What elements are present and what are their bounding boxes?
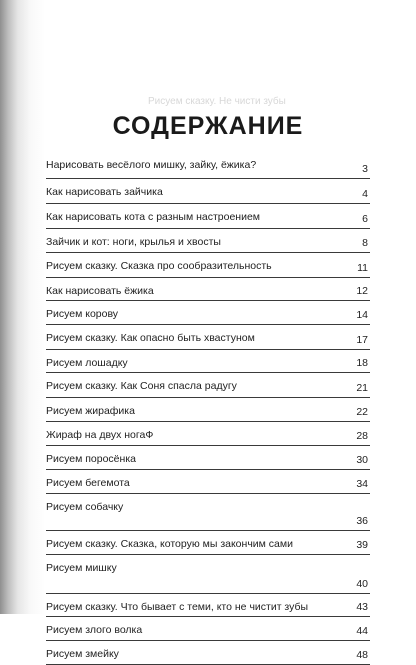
toc-entry-title: Рисуем мишку bbox=[46, 562, 117, 574]
toc-entry-title: Рисуем корову bbox=[46, 308, 119, 320]
toc-entry bbox=[46, 278, 370, 301]
toc-entry bbox=[46, 422, 370, 446]
toc-entry-title: Рисуем жирафика bbox=[46, 405, 135, 417]
toc-entry-page: 39 bbox=[356, 539, 368, 551]
toc-entry bbox=[46, 446, 370, 470]
toc-entry bbox=[46, 617, 370, 641]
toc-entry bbox=[46, 373, 370, 398]
toc-entry-page: 43 bbox=[356, 601, 368, 613]
toc-entry bbox=[46, 229, 370, 253]
toc-entry-page: 14 bbox=[356, 309, 368, 321]
toc-entry bbox=[46, 531, 370, 555]
toc-entry-title: Рисуем поросёнка bbox=[46, 453, 136, 465]
toc-entry-title: Рисуем сказку. Сказка, которую мы закончим сами bbox=[46, 538, 293, 550]
toc-entry-page: 36 bbox=[356, 515, 368, 527]
toc-entry bbox=[46, 641, 370, 665]
toc-entry bbox=[46, 301, 370, 325]
toc-entry-title: Как нарисовать кота с разным настроением bbox=[46, 211, 261, 223]
toc-entry-title: Жираф на двух ногаФ bbox=[46, 429, 154, 441]
toc-entry-page: 48 bbox=[356, 649, 368, 661]
toc-entry-page: 18 bbox=[356, 357, 368, 369]
toc-entry-title: Зайчик и кот: ноги, крылья и хвосты bbox=[46, 236, 221, 248]
toc-entry-page: 28 bbox=[356, 430, 368, 442]
toc-entry-title: Рисуем собачку bbox=[46, 501, 124, 513]
toc-entry-page: 3 bbox=[362, 163, 368, 175]
toc-entry-title: Рисуем злого волка bbox=[46, 624, 143, 636]
toc-entry bbox=[46, 253, 370, 278]
toc-entry-page: 17 bbox=[356, 334, 368, 346]
toc-entry bbox=[46, 204, 370, 229]
toc-entry-page: 21 bbox=[356, 382, 368, 394]
toc-entry bbox=[46, 494, 370, 531]
page-title: СОДЕРЖАНИЕ bbox=[112, 112, 304, 140]
toc-entry bbox=[46, 470, 370, 494]
toc-entry-page: 40 bbox=[356, 578, 368, 590]
toc-entry bbox=[46, 398, 370, 422]
toc-entry bbox=[46, 179, 370, 204]
toc-entry-page: 8 bbox=[362, 237, 368, 249]
toc-entry-page: 12 bbox=[356, 285, 368, 297]
toc-entry-title: Рисуем бегемота bbox=[46, 477, 130, 489]
toc-entry-title: Рисуем сказку. Как опасно быть хвастуном bbox=[46, 332, 255, 344]
toc-entry-page: 6 bbox=[362, 213, 368, 225]
toc-entry-page: 30 bbox=[356, 454, 368, 466]
toc-entry-title: Рисуем змейку bbox=[46, 648, 119, 660]
toc-entry bbox=[46, 555, 370, 594]
toc-entry-page: 34 bbox=[356, 478, 368, 490]
toc-entry-page: 4 bbox=[362, 188, 368, 200]
toc-entry-title: Рисуем сказку. Сказка про сообразительность bbox=[46, 260, 272, 272]
toc-entry-page: 11 bbox=[357, 262, 368, 274]
toc-entry bbox=[46, 325, 370, 350]
toc-entry-title: Рисуем сказку. Что бывает с теми, кто не чистит зубы bbox=[46, 601, 309, 613]
bleed-through-text: Рисуем сказку. Не чисти зубы bbox=[148, 96, 286, 107]
toc-entry bbox=[46, 152, 370, 179]
toc-entry-page: 44 bbox=[356, 625, 368, 637]
toc-entry-page: 22 bbox=[356, 406, 368, 418]
toc-entry-title: Нарисовать весёлого мишку, зайку, ёжика? bbox=[46, 159, 257, 171]
table-of-contents bbox=[46, 152, 370, 665]
toc-entry-title: Как нарисовать ёжика bbox=[46, 285, 154, 297]
toc-entry-title: Рисуем сказку. Как Соня спасла радугу bbox=[46, 380, 237, 392]
toc-entry-title: Рисуем лошадку bbox=[46, 357, 128, 369]
toc-entry bbox=[46, 350, 370, 373]
toc-entry-title: Как нарисовать зайчика bbox=[46, 186, 163, 198]
